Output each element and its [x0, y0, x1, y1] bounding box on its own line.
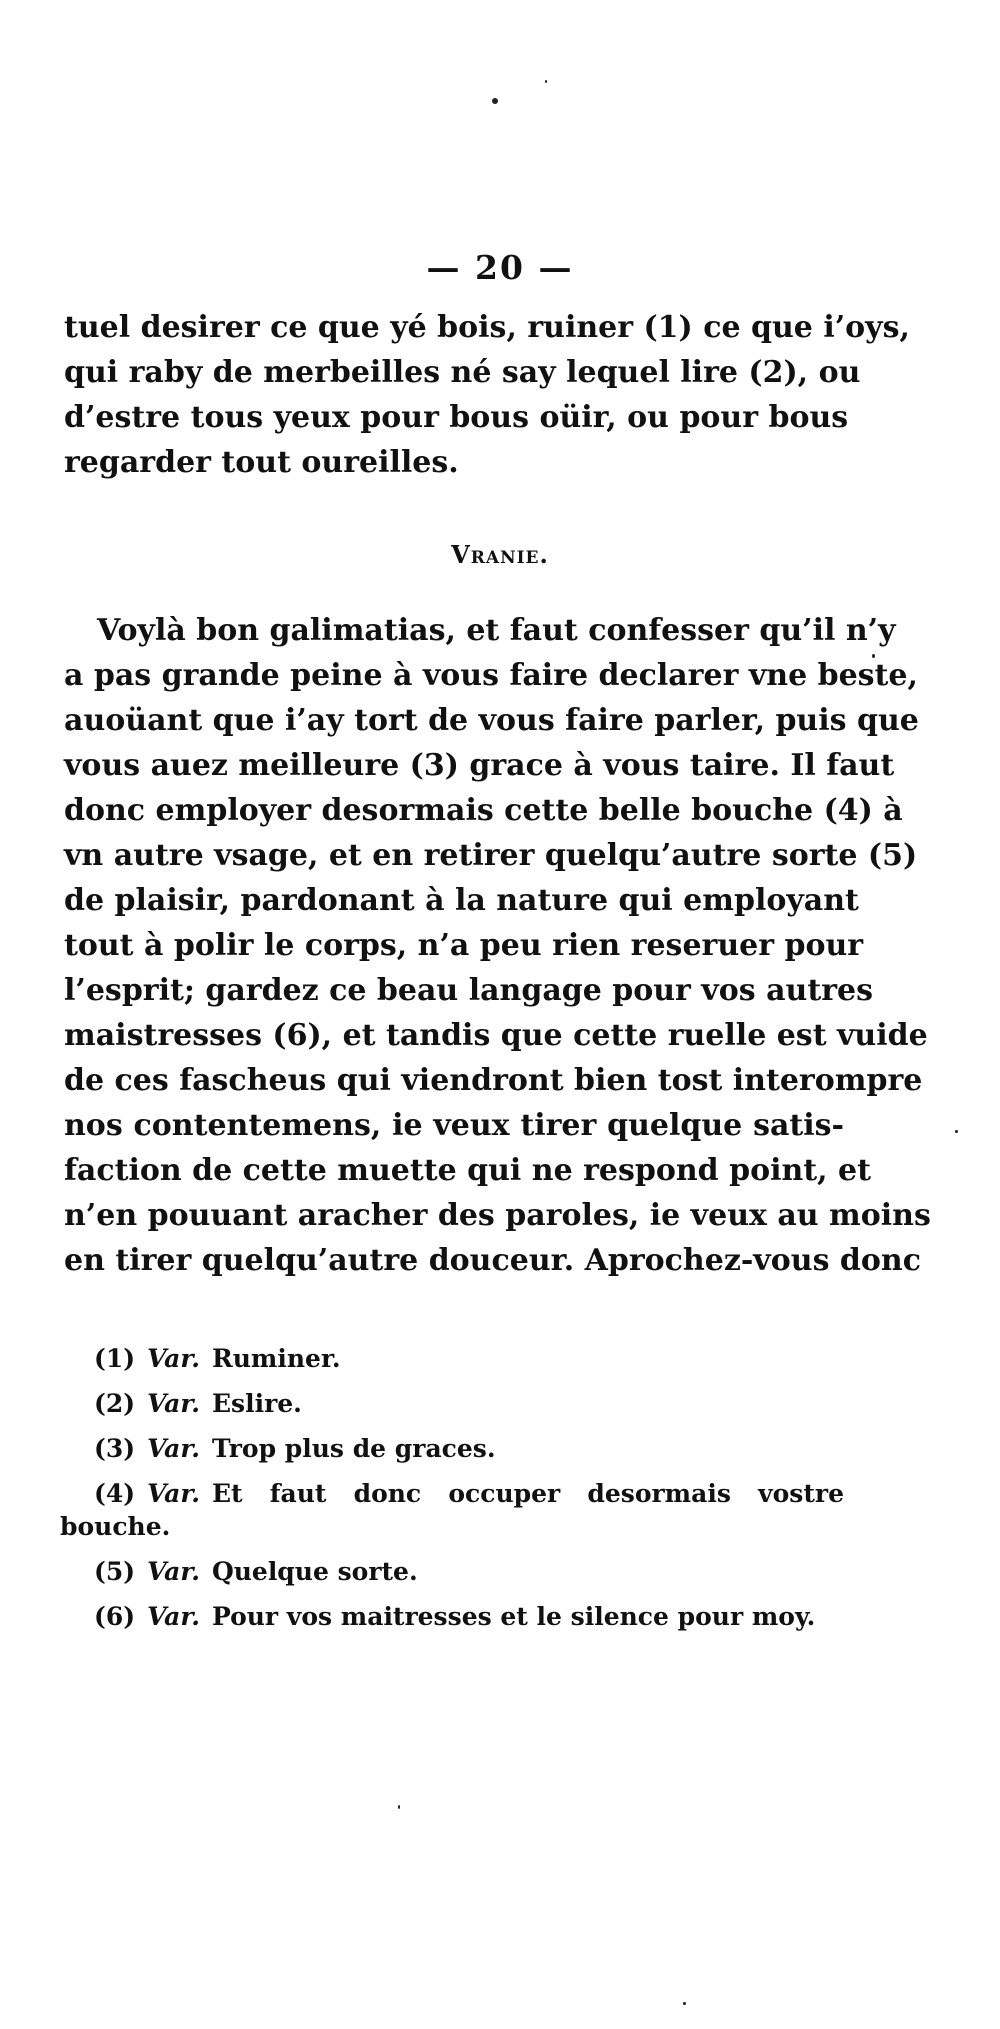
text-line: regarder tout oureilles. — [64, 445, 459, 480]
footnote-number: (6) — [94, 1602, 136, 1631]
text-line: a pas grande peine à vous faire declarer vne beste, — [64, 658, 918, 693]
footnote-number: (4) — [94, 1479, 136, 1508]
footnote-number: (1) — [94, 1344, 136, 1373]
footnote-number: (2) — [94, 1389, 136, 1418]
text-line: Voylà bon galimatias, et faut confesser qu’il n’y — [97, 613, 896, 648]
text-line: maistresses (6), et tandis que cette ruelle est vuide — [64, 1018, 928, 1053]
footnote-text-continued: bouche. — [60, 1512, 171, 1541]
footnote — [60, 1555, 844, 1588]
text-line: vous auez meilleure (3) grace à vous taire. Il faut — [64, 748, 895, 783]
footnotes — [60, 1342, 844, 1645]
footnote — [60, 1600, 844, 1633]
footnote-text: Eslire. — [211, 1389, 302, 1418]
footnote — [60, 1432, 844, 1465]
scan-speck — [955, 1130, 958, 1133]
footnote-var-label: Var. — [147, 1557, 200, 1586]
footnote-var-label: Var. — [147, 1602, 200, 1631]
text-line: tuel desirer ce que yé bois, ruiner (1) ce que i’oys, — [64, 310, 910, 345]
footnote-text: Trop plus de graces. — [211, 1434, 496, 1463]
text-line: en tirer quelqu’autre douceur. Aprochez-vous donc — [64, 1243, 921, 1278]
text-line: nos contentemens, ie veux tirer quelque satis- — [64, 1108, 844, 1143]
scan-speck — [545, 80, 547, 83]
footnote-number: (5) — [94, 1557, 136, 1586]
text-line: faction de cette muette qui ne respond point, et — [64, 1153, 871, 1188]
speech-paragraph — [64, 608, 931, 1283]
text-line: auoüant que i’ay tort de vous faire parler, puis que — [64, 703, 919, 738]
opening-paragraph — [64, 305, 910, 485]
text-line: d’estre tous yeux pour bous oüir, ou pour bous — [64, 400, 849, 435]
footnote — [60, 1387, 844, 1420]
footnote-var-label: Var. — [147, 1344, 200, 1373]
footnote — [60, 1342, 844, 1375]
text-line: de plaisir, pardonant à la nature qui employant — [64, 883, 859, 918]
scan-speck — [492, 98, 498, 104]
text-line: qui raby de merbeilles né say lequel lire (2), ou — [64, 355, 861, 390]
scan-speck — [398, 1805, 400, 1809]
text-line: vn autre vsage, et en retirer quelqu’autre sorte (5) — [64, 838, 918, 873]
page-number: — 20 — — [426, 248, 574, 287]
footnote-var-label: Var. — [147, 1434, 200, 1463]
text-line: tout à polir le corps, n’a peu rien reseruer pour — [64, 928, 864, 963]
footnote-number: (3) — [94, 1434, 136, 1463]
footnote-text: Ruminer. — [211, 1344, 341, 1373]
scan-speck — [683, 2002, 686, 2005]
text-line: l’esprit; gardez ce beau langage pour vos autres — [64, 973, 873, 1008]
text-line: n’en pouuant aracher des paroles, ie veux au moins — [64, 1198, 931, 1233]
footnote-text: Et faut donc occuper desormais vostre — [211, 1479, 844, 1508]
footnote — [60, 1477, 844, 1543]
footnote-var-label: Var. — [147, 1389, 200, 1418]
speaker-name: Vranie. — [451, 540, 549, 569]
footnote-text: Pour vos maitresses et le silence pour moy. — [211, 1602, 816, 1631]
footnote-var-label: Var. — [147, 1479, 200, 1508]
footnote-text: Quelque sorte. — [211, 1557, 418, 1586]
footnote-first-row — [60, 1477, 844, 1510]
text-line: de ces fascheus qui viendront bien tost interompre — [64, 1063, 923, 1098]
text-line: donc employer desormais cette belle bouche (4) à — [64, 793, 903, 828]
